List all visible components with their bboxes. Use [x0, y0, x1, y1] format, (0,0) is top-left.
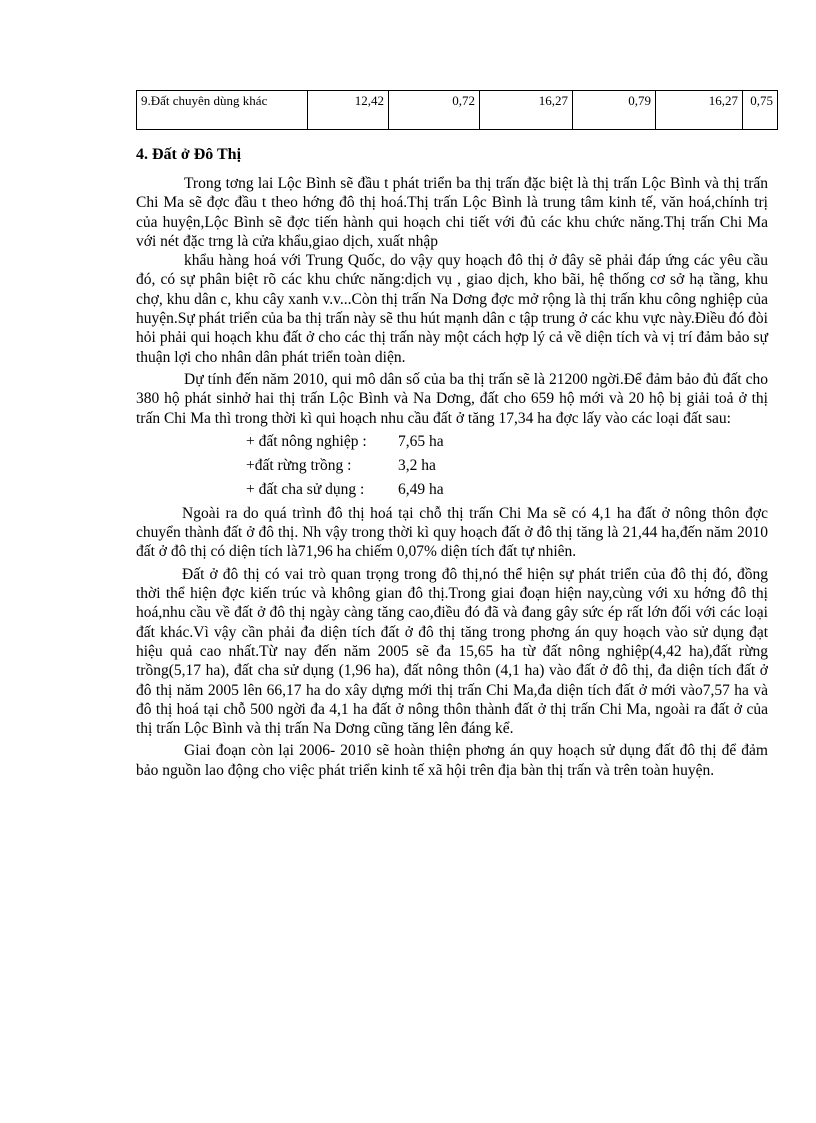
table-cell: 0,79 — [573, 91, 656, 130]
list-item — [246, 454, 768, 478]
list-item-label: +đất rừng trồng : — [246, 457, 352, 475]
list-item-value: 3,2 ha — [398, 457, 436, 475]
table-cell: 12,42 — [308, 91, 389, 130]
list-item — [246, 430, 768, 454]
list-item-value: 7,65 ha — [398, 433, 444, 451]
section-body — [136, 174, 768, 780]
table-cell: 16,27 — [656, 91, 743, 130]
list-item — [246, 478, 768, 502]
row-label: 9.Đất chuyên dùng khác — [137, 91, 308, 130]
list-item-label: + đất cha sử dụng : — [246, 481, 365, 499]
land-source-list — [246, 430, 768, 502]
list-item-label: + đất nông nghiệp : — [246, 433, 367, 451]
section-heading: 4. Đất ở Đô Thị — [136, 146, 242, 163]
paragraph: khẩu hàng hoá với Trung Quốc, do vậy quy hoạch đô thị ở đây sẽ phải đáp ứng các yêu cầu đó, có sự phân biệt rõ các khu chức năng:dịch vụ , giao dịch, kho bãi, hệ thống cơ sở hạ tầng, khu chợ, khu dân c, khu cây xanh v.v...Còn thị trấn Na Dơng đợc mở rộng là thị trấn khu công nghiệp của huyện.Sự phát triển của ba thị trấn này sẽ thu hút mạnh dân c tập trung ở các khu vực này.Điều đó đòi hỏi phải qui hoạch khu đất ở cho các thị trấn này một cách hợp lý cả về diện tích và vị trí đảm bảo sự thuận lợi cho nhân dân phát triển toàn diện. — [136, 252, 768, 366]
paragraph: Ngoài ra do quá trình đô thị hoá tại chỗ thị trấn Chi Ma sẽ có 4,1 ha đất ở nông thôn đợc chuyển thành đất ở đô thị. Nh vậy trong thời kì quy hoạch đất ở đô thị tăng là 21,44 ha,đến năm 2010 đất ở đô thị có diện tích là71,96 ha chiếm 0,07% diện tích đất tự nhiên. — [136, 504, 768, 561]
table-cell: 0,72 — [389, 91, 480, 130]
land-use-table — [136, 90, 778, 130]
paragraph: Giai đoạn còn lại 2006- 2010 sẽ hoàn thiện phơng án quy hoạch sử dụng đất đô thị để đảm bảo nguồn lao động cho việc phát triển kinh tế xã hội trên địa bàn thị trấn và trên toàn huyện. — [136, 742, 768, 779]
table-cell: 16,27 — [480, 91, 573, 130]
table-row — [137, 91, 778, 130]
paragraph: Dự tính đến năm 2010, qui mô dân số của ba thị trấn sẽ là 21200 ngời.Để đảm bảo đủ đất cho 380 hộ phát sinhở hai thị trấn Lộc Bình và Na Dơng, đất cho 659 hộ mới và 20 hộ bị giải toả ở thị trấn Chi Ma thì trong thời kì qui hoạch nhu cầu đất ở tăng 17,34 ha đợc lấy vào các loại đất sau: — [136, 370, 768, 427]
list-item-value: 6,49 ha — [398, 481, 444, 499]
paragraph: Đất ở đô thị có vai trò quan trọng trong đô thị,nó thể hiện sự phát triển của đô thị đó, đồng thời thể hiện đợc kiến trúc và không gian đô thị.Trong giai đoạn hiện nay,cùng với xu hớng đô thị hoá,nhu cầu về đất ở đô thị ngày càng tăng cao,điều đó đã và đang gây sức ép rất lớn đối với các loại đất khác.Vì vậy cần phải đa diện tích đất ở đô thị tăng trong phơng án quy hoạch vào sử dụng đạt hiệu quả cao nhất.Từ nay đến năm 2005 sẽ đa 15,65 ha từ đất nông nghiệp(4,42 ha),đất rừng trồng(5,17 ha), đất cha sử dụng (1,96 ha), đất nông thôn (4,1 ha) vào đất ở đô thị, đa diện tích đất ở đô thị năm 2005 lên 66,17 ha do xây dựng mới thị trấn Chi Ma,đa diện tích đất ở mới vào7,57 ha và đô thị hoá tại chỗ 500 ngời đa 4,1 ha đất ở nông thôn thành đất ở thị trấn Chi Ma, ngoài ra đất ở của thị trấn Lộc Bình và thị trấn Na Dơng cũng tăng lên đáng kể. — [136, 565, 768, 738]
table-cell: 0,75 — [743, 91, 778, 130]
paragraph: Trong tơng lai Lộc Bình sẽ đầu t phát triển ba thị trấn đặc biệt là thị trấn Lộc Bình và thị trấn Chi Ma sẽ đợc đầu t theo hớng đô thị hoá.Thị trấn Lộc Bình là trung tâm kinh tế, văn hoá,chính trị của huyện,Lộc Bình sẽ đợc tiến hành qui hoạch chi tiết với đủ các khu chức năng.Thị trấn Chi Ma với nét đặc trng là cửa khẩu,giao dịch, xuất nhập — [136, 175, 768, 250]
